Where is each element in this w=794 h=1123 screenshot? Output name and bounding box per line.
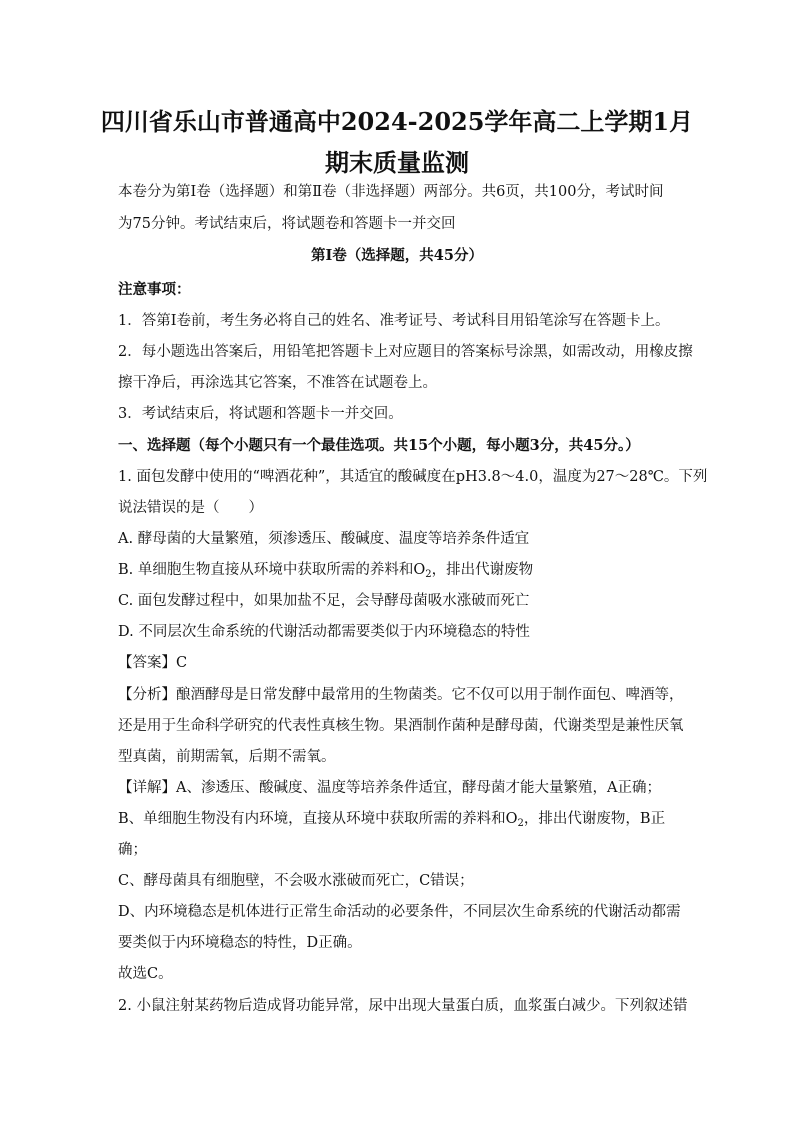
- notice-item-3: 3．考试结束后，将试题和答题卡一并交回。: [118, 406, 403, 422]
- intro-line-1: 本卷分为第Ⅰ卷（选择题）和第Ⅱ卷（非选择题）两部分。共6页，共100分，考试时间: [118, 184, 664, 200]
- question-1-option-c: C. 面包发酵过程中，如果加盐不足，会导酵母菌吸水涨破而死亡: [118, 593, 530, 609]
- question-1-analysis-line-2: 还是用于生命科学研究的代表性真核生物。果酒制作菌种是酵母菌，代谢类型是兼性厌氧: [118, 718, 684, 734]
- question-1-option-d: D. 不同层次生命系统的代谢活动都需要类似于内环境稳态的特性: [118, 624, 530, 640]
- question-1-option-a: A. 酵母菌的大量繁殖，须渗透压、酸碱度、温度等培养条件适宜: [118, 531, 530, 547]
- question-1-stem-line-2: 说法错误的是（ ）: [118, 500, 263, 516]
- question-1-answer: 【答案】C: [118, 655, 188, 671]
- question-1-detail-line-5: D、内环境稳态是机体进行正常生命活动的必要条件，不同层次生命系统的代谢活动都需: [118, 904, 681, 920]
- document-title-line-1: 四川省乐山市普通高中2024-2025学年高二上学期1月: [100, 107, 694, 136]
- part-heading: 一、选择题（每个小题只有一个最佳选项。共15个小题，每小题3分，共45分。）: [118, 437, 640, 454]
- question-1-detail-line-3: 确；: [118, 842, 147, 858]
- question-1-detail-line-4: C、酵母菌具有细胞壁，不会吸水涨破而死亡，C错误；: [118, 873, 474, 889]
- question-1-option-b: B. 单细胞生物直接从环境中获取所需的养料和$O_2$，排出代谢废物: [118, 562, 534, 580]
- question-1-stem-line-1: 1. 面包发酵中使用的“啤酒花种”，其适宜的酸碱度在pH3.8～4.0，温度为27～28℃。下列: [118, 469, 708, 485]
- question-1-conclusion: 故选C。: [118, 966, 173, 982]
- question-1-detail-line-2: B、单细胞生物没有内环境，直接从环境中获取所需的养料和$O_2$，排出代谢废物，B正: [118, 811, 666, 829]
- section-title: 第Ⅰ卷（选择题，共45分）: [311, 247, 483, 264]
- question-1-analysis-line-1: 【分析】酿酒酵母是日常发酵中最常用的生物菌类。它不仅可以用于制作面包、啤酒等，: [118, 687, 684, 703]
- question-2-stem-line-1: 2. 小鼠注射某药物后造成肾功能异常，尿中出现大量蛋白质，血浆蛋白减少。下列叙述错: [118, 998, 688, 1014]
- intro-line-2: 为75分钟。考试结束后，将试题卷和答题卡一并交回: [118, 216, 456, 232]
- notice-item-2-line-1: 2．每小题选出答案后，用铅笔把答题卡上对应题目的答案标号涂黑，如需改动，用橡皮擦: [118, 344, 693, 360]
- question-1-detail-line-1: 【详解】A、渗透压、酸碱度、温度等培养条件适宜，酵母菌才能大量繁殖，A正确；: [118, 780, 661, 796]
- document-title-line-2: 期末质量监测: [325, 148, 469, 177]
- notice-item-1: 1．答第Ⅰ卷前，考生务必将自己的姓名、准考证号、考试科目用铅笔涂写在答题卡上。: [118, 313, 670, 329]
- question-1-detail-line-6: 要类似于内环境稳态的特性，D正确。: [118, 935, 362, 951]
- question-1-analysis-line-3: 型真菌，前期需氧，后期不需氧。: [118, 749, 336, 765]
- notice-item-2-line-2: 擦干净后，再涂选其它答案，不准答在试题卷上。: [118, 375, 437, 391]
- notice-heading: 注意事项：: [118, 281, 191, 298]
